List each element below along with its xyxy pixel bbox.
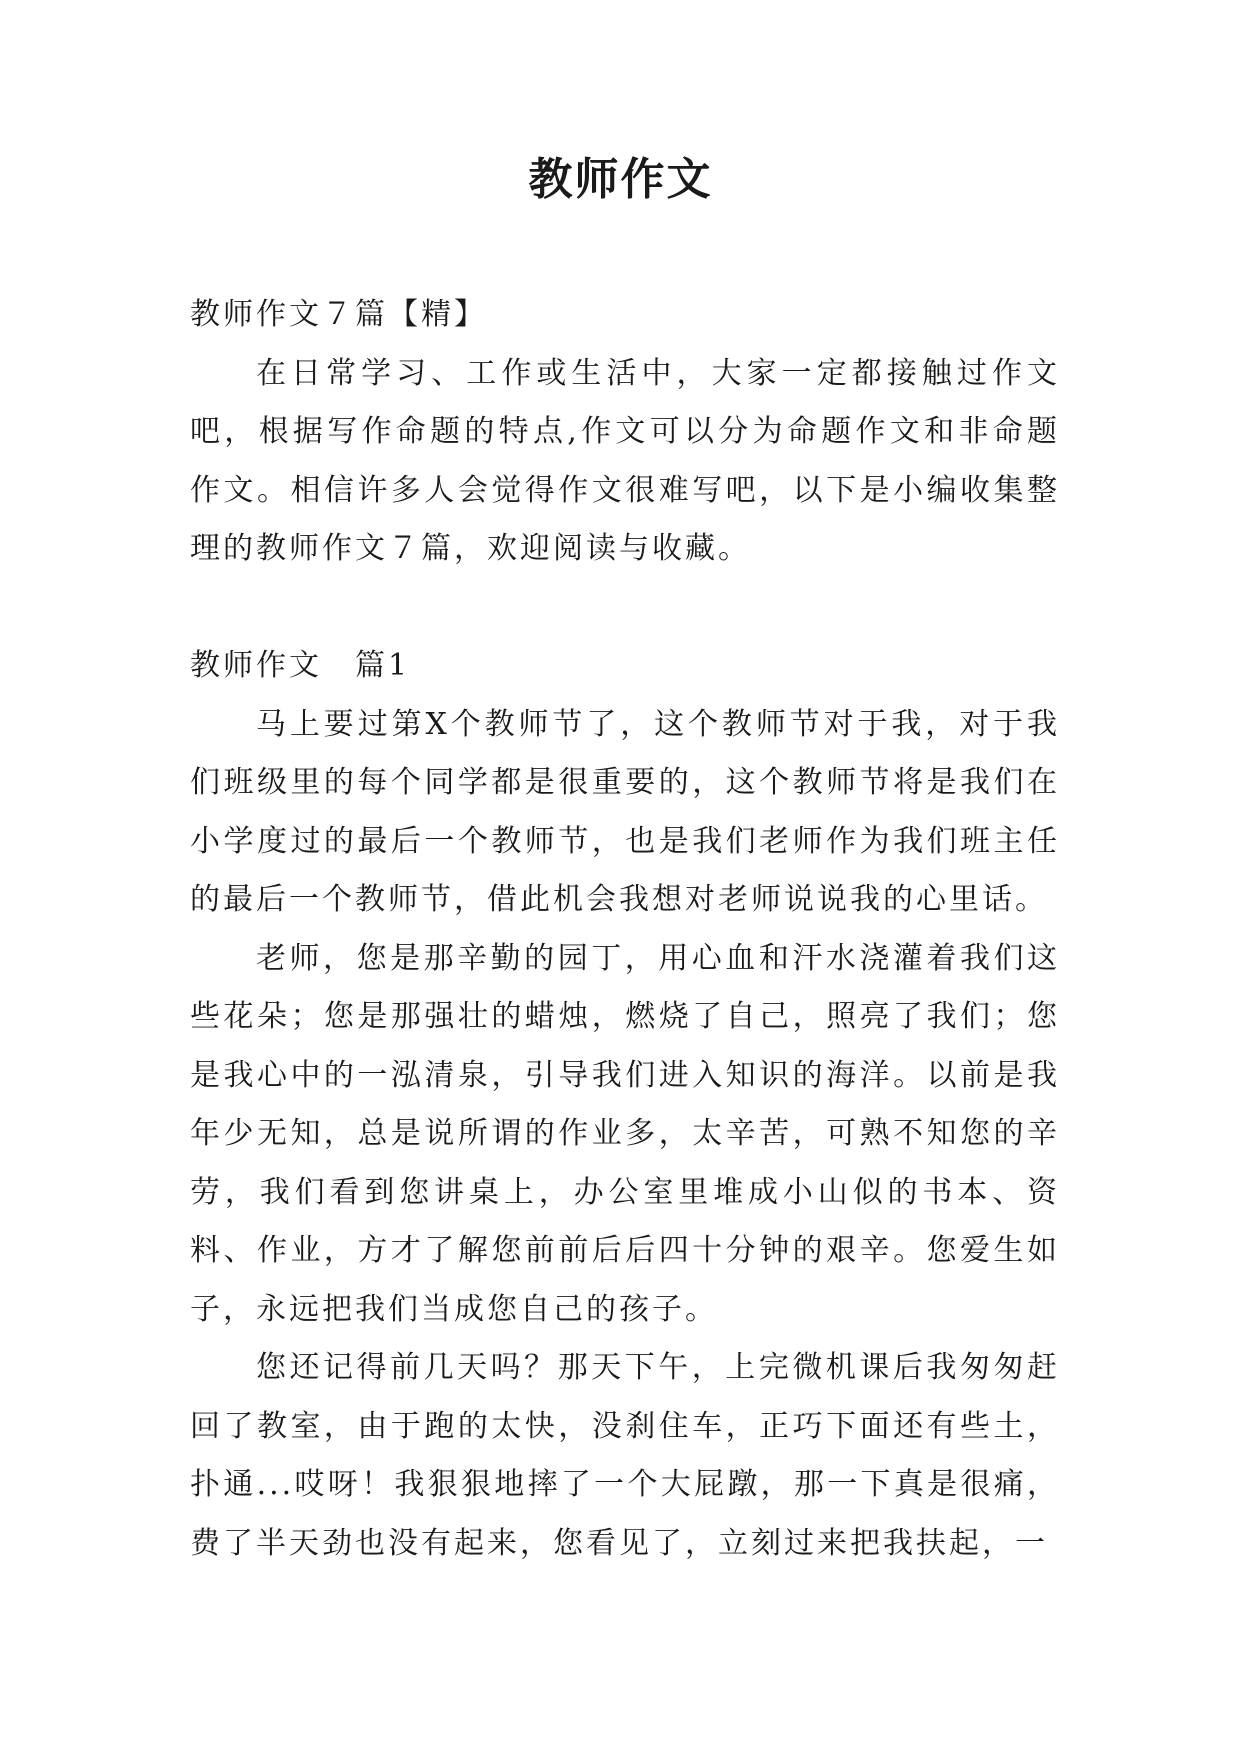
section-spacer xyxy=(190,579,1060,638)
body-paragraph: 老师，您是那辛勤的园丁，用心血和汗水浇灌着我们这些花朵；您是那强壮的蜡烛，燃烧了自己，照亮了我们；您是我心中的一泓清泉，引导我们进入知识的海洋。以前是我年少无知，总是说所谓的作业多，太辛苦，可熟不知您的辛劳，我们看到您讲桌上，办公室里堆成小山似的书本、资料、作业，方才了解您前前后后四十分钟的艰辛。您爱生如子，永远把我们当成您自己的孩子。 xyxy=(190,940,1060,1327)
document-body xyxy=(190,286,1060,1573)
body-paragraph: 马上要过第X个教师节了，这个教师节对于我，对于我们班级里的每个同学都是很重要的，这个教师节将是我们在小学度过的最后一个教师节，也是我们老师作为我们班主任的最后一个教师节，借此机会我想对老师说说我的心里话。 xyxy=(190,706,1060,917)
document-title: 教师作文 xyxy=(528,154,713,205)
body-paragraph: 您还记得前几天吗？那天下午，上完微机课后我匆匆赶回了教室，由于跑的太快，没刹住车，正巧下面还有些土，扑通...哎呀！我狠狠地摔了一个大屁蹾，那一下真是很痛，费了半天劲也没有起来，您看见了，立刻过来把我扶起，一 xyxy=(190,1350,1060,1561)
document-subtitle: 教师作文７篇【精】 xyxy=(190,297,487,332)
intro-paragraph: 在日常学习、工作或生活中，大家一定都接触过作文吧，根据写作命题的特点,作文可以分为命题作文和非命题作文。相信许多人会觉得作文很难写吧，以下是小编收集整理的教师作文７篇，欢迎阅读与收藏。 xyxy=(190,355,1060,566)
section-heading: 教师作文 篇1 xyxy=(190,648,411,683)
